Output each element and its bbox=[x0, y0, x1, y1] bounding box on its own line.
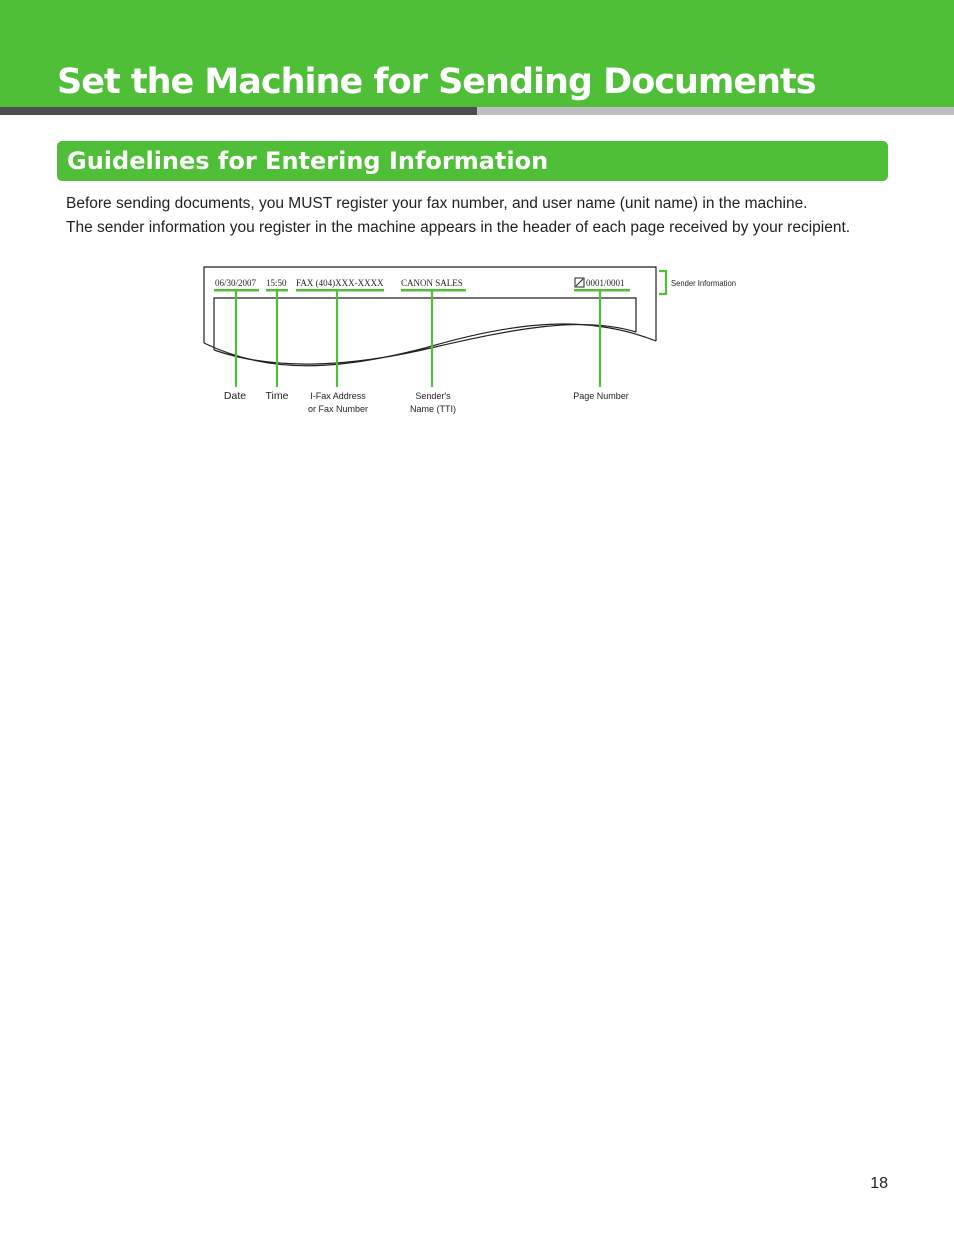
header-date-text: 06/30/2007 bbox=[215, 278, 257, 288]
header-rule-dark bbox=[0, 107, 477, 115]
callout-page-label: Page Number bbox=[573, 391, 629, 401]
sender-information-diagram bbox=[190, 255, 760, 425]
callout-fax-label-line2: or Fax Number bbox=[307, 404, 369, 414]
sender-information-bracket bbox=[659, 271, 666, 294]
callout-fax-label-line1: I-Fax Address bbox=[310, 391, 366, 401]
page-number: 18 bbox=[870, 1175, 888, 1192]
sender-information-label: Sender Information bbox=[671, 278, 737, 288]
header-name-text: CANON SALES bbox=[401, 278, 463, 288]
page-title: Set the Machine for Sending Documents bbox=[57, 62, 816, 102]
header-rule-light bbox=[477, 107, 954, 115]
callout-time-label: Time bbox=[265, 390, 289, 402]
header-time-text: 15:50 bbox=[266, 278, 287, 288]
body-paragraph-1: Before sending documents, you MUST register your fax number, and user name (unit name) in the machine. bbox=[66, 195, 808, 212]
header-fax-text: FAX (404)XXX-XXXX bbox=[296, 278, 384, 288]
callout-date-label: Date bbox=[223, 390, 247, 402]
title-banner bbox=[0, 0, 954, 107]
callout-name-label-line1: Sender's bbox=[415, 391, 451, 401]
callout-lines bbox=[236, 291, 600, 387]
body-paragraph-2: The sender information you register in the machine appears in the header of each page received by your recipient. bbox=[66, 219, 851, 236]
body-text bbox=[66, 192, 896, 240]
callout-name-label-line2: Name (TTI) bbox=[410, 404, 456, 414]
header-page-text: 0001/0001 bbox=[586, 278, 625, 288]
section-heading-bar bbox=[57, 141, 888, 181]
section-heading: Guidelines for Entering Information bbox=[67, 147, 549, 175]
page-document-icon bbox=[575, 278, 584, 287]
